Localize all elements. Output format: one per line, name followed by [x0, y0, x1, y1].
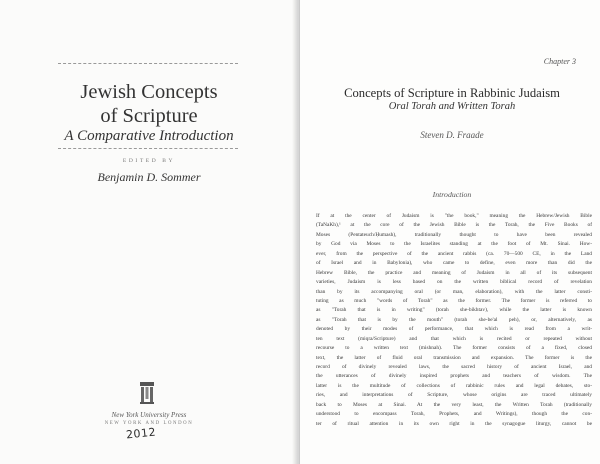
publisher-name: New York University Press [111, 411, 187, 419]
text-line: ten text (miqra/Scripture) and that which is recited or repeated without [316, 335, 592, 342]
text-line: than by its accompanying oral (or man, elaboration), with the latter consti- [316, 288, 592, 295]
text-line: denoted by their modes of performance, that which is read from a writ- [316, 326, 592, 333]
publisher-logo-icon [140, 382, 154, 404]
book-subtitle: A Comparative Introduction [64, 128, 234, 144]
text-line: as "Torah that is by the mouth" (torah she-be'al peh), or, alternatively, as [316, 316, 592, 323]
body-text [316, 212, 592, 429]
text-line: of Israel and in Babylonia), who came to define, even more than did the [316, 260, 592, 267]
text-line: Hebrew Bible, the practice and meaning of Judaism in all of its subsequent [316, 269, 592, 276]
book-title-line-2: of Scripture [100, 105, 198, 127]
text-line: text, the latter of fluid oral transmission and expansion. The former is the [316, 354, 592, 361]
text-line: ever, from the perspective of the ancient rabbis (ca. 70—500 CE, in the Land [316, 250, 592, 257]
handwritten-year: 2012 [125, 425, 157, 442]
editor-name: Benjamin D. Sommer [97, 170, 201, 184]
book-title-line-1: Jewish Concepts [80, 81, 218, 103]
text-line: the utterances of divinely inspired prophets and teachers of wisdom. The [316, 373, 592, 380]
text-line: by God via Moses to the Israelites standing at the foot of Mt. Sinai. How- [316, 241, 592, 248]
text-line: recourse to a written text (mishnah). The former consists of a fixed, closed [316, 345, 592, 352]
text-line: varieties, Judaism is less based on the written biblical record of revelation [316, 279, 592, 286]
chapter-title: Concepts of Scripture in Rabbinic Judaism [344, 86, 560, 100]
publisher-place: NEW YORK AND LONDON [104, 421, 194, 426]
section-heading: Introduction [432, 190, 472, 199]
text-line: ries, and interpretations of Scripture, whose origins are traced ultimately [316, 392, 592, 399]
chapter-author: Steven D. Fraade [420, 130, 484, 140]
title-page [0, 0, 298, 464]
text-line: tuting as much "words of Torah" as the former. The former is referred to [316, 297, 592, 304]
text-line: understood to encompass Torah, Prophets, and Writings), though the con- [316, 411, 592, 418]
chapter-page [300, 0, 600, 464]
text-line: record of divinely revealed laws, the sacred history of ancient Israel, and [316, 364, 592, 370]
text-line: latter is the multitude of collections of rabbinic rules and legal debates, sto- [316, 382, 592, 389]
edited-by-label: EDITED BY [122, 158, 176, 164]
top-rule [58, 63, 238, 64]
text-line: back to Moses at Sinai. At the very least, the Written Torah (traditionally [316, 401, 592, 408]
chapter-label: Chapter 3 [543, 57, 576, 66]
text-line: ter of ritual attention in its own right in the synagogue liturgy, cannot be [316, 420, 592, 427]
text-line: as "Torah that is in writing" (torah she-bikhtav), while the latter is known [316, 307, 592, 314]
text-line: If at the center of Judaism is "the book," meaning the Hebrew/Jewish Bible [316, 213, 592, 219]
chapter-subtitle: Oral Torah and Written Torah [388, 101, 516, 112]
text-line: (TaNaKh),¹ at the core of the Jewish Bible is the Torah, the Five Books of [316, 222, 592, 229]
text-line: Moses (Pentateuch/Ḥumash), traditionally thought to have been revealed [316, 231, 592, 238]
bottom-rule [58, 148, 238, 149]
